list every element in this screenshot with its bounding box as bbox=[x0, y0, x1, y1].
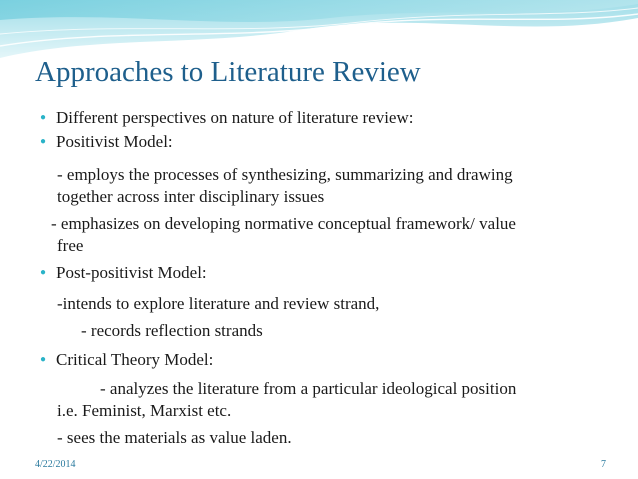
bullet-icon: ● bbox=[40, 136, 47, 147]
decorative-wave-header bbox=[0, 0, 638, 62]
bullet-icon: ● bbox=[40, 267, 47, 278]
bullet-item: Different perspectives on nature of literature review: bbox=[56, 108, 414, 127]
sub-item: - emphasizes on developing normative conceptual framework/ value bbox=[51, 214, 516, 233]
page-number: 7 bbox=[601, 459, 606, 470]
sub-item-continuation: together across inter disciplinary issues bbox=[57, 187, 325, 206]
bullet-item: Positivist Model: bbox=[56, 132, 173, 151]
sub-item: - records reflection strands bbox=[81, 321, 263, 340]
bullet-icon: ● bbox=[40, 112, 47, 123]
slide-title: Approaches to Literature Review bbox=[35, 56, 421, 88]
footer-date: 4/22/2014 bbox=[35, 459, 76, 470]
sub-item-continuation: i.e. Feminist, Marxist etc. bbox=[57, 401, 232, 420]
bullet-icon: ● bbox=[40, 354, 47, 365]
sub-item: - employs the processes of synthesizing, summarizing and drawing bbox=[57, 165, 513, 184]
bullet-item: Post-positivist Model: bbox=[56, 263, 207, 282]
sub-item-continuation: free bbox=[57, 236, 84, 255]
sub-item: - analyzes the literature from a particular ideological position bbox=[100, 379, 517, 398]
sub-item: - sees the materials as value laden. bbox=[57, 428, 292, 447]
sub-item: -intends to explore literature and review strand, bbox=[57, 294, 380, 313]
bullet-item: Critical Theory Model: bbox=[56, 350, 214, 369]
